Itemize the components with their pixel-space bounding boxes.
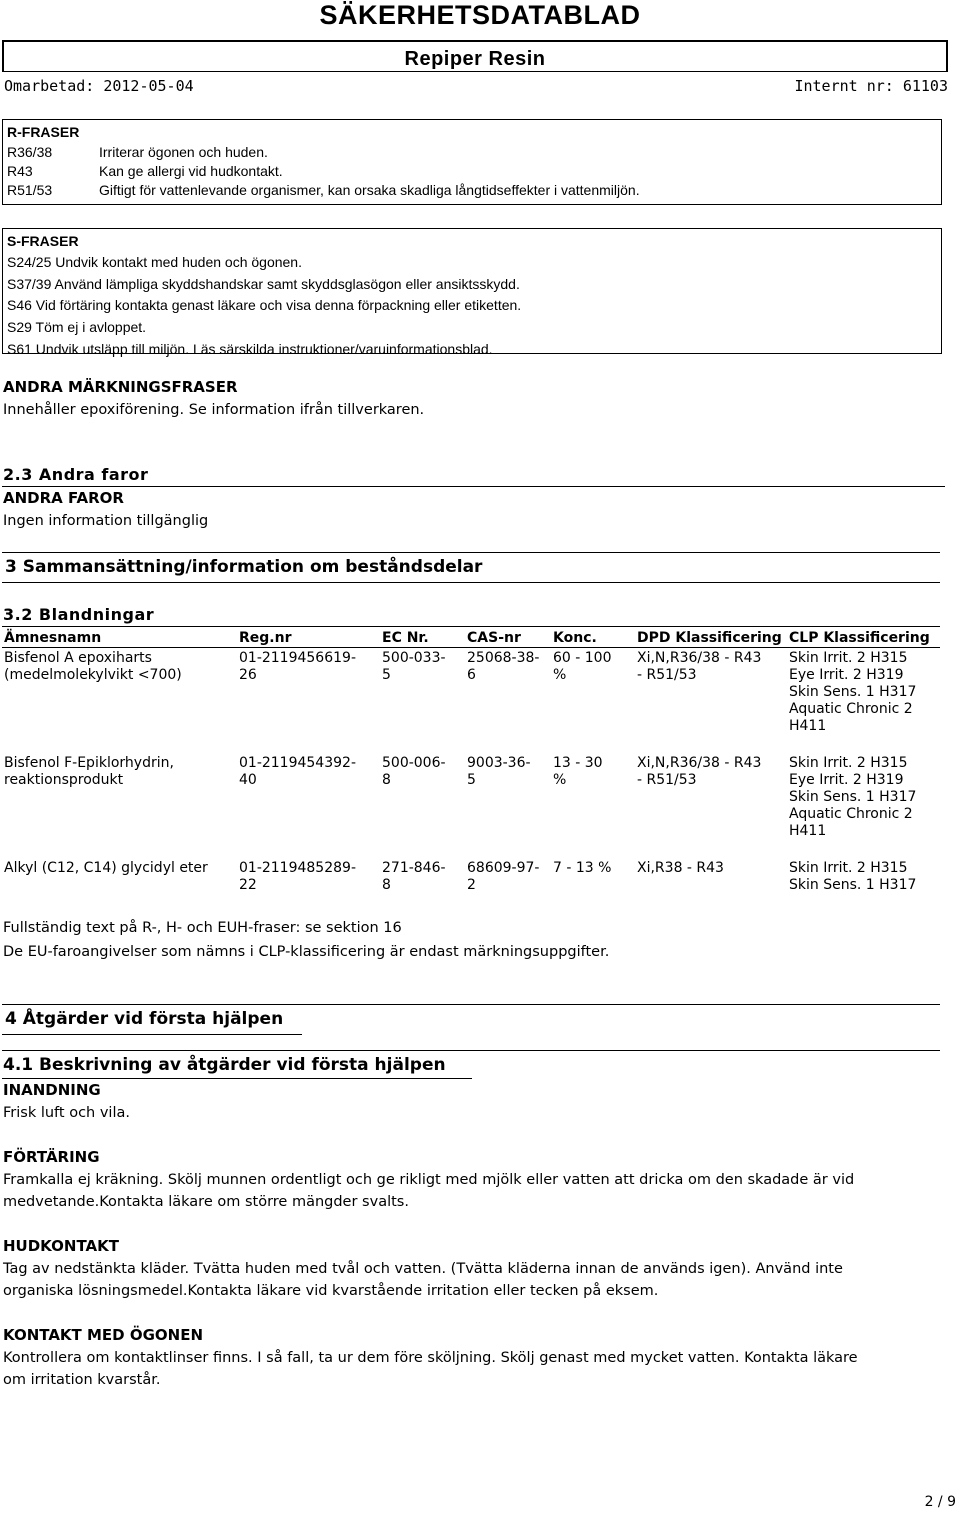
skin-contact-text: organiska lösningsmedel.Kontakta läkare vid kvarstående irritation eller tecken på eksem. (3, 1283, 659, 1299)
substance-name: Bisfenol F-Epiklorhydrin, reaktionsprodukt (4, 754, 174, 788)
column-header: CAS-nr (465, 629, 551, 648)
skin-contact-text: Tag av nedstänkta kläder. Tvätta huden med tvål och vatten. (Tvätta kläderna innan de används igen). Använd inte (3, 1261, 843, 1277)
reg-number: 01-2119456619- 26 (239, 650, 356, 683)
divider (2, 1034, 302, 1035)
section-3-2-heading: 3.2 Blandningar (3, 605, 155, 624)
dpd-classification: Xi,N,R36/38 - R43 - R51/53 (637, 754, 762, 788)
concentration: 60 - 100 % (553, 650, 612, 683)
product-name-box (2, 40, 948, 72)
reg-number: 01-2119485289- 22 (239, 859, 356, 893)
section-4-1-heading: 4.1 Beskrivning av åtgärder vid första hjälpen (3, 1055, 446, 1075)
dpd-classification: Xi,N,R36/38 - R43 - R51/53 (637, 650, 762, 683)
r-phrase-text: Irriterar ögonen och huden. (99, 144, 268, 160)
concentration: 13 - 30 % (553, 754, 603, 788)
section-4-heading: 4 Åtgärder vid första hjälpen (5, 1009, 284, 1029)
table-row (2, 648, 940, 753)
s-phrases-box (2, 228, 942, 357)
divider (2, 486, 945, 487)
other-labels-heading: ANDRA MÄRKNINGSFRASER (3, 378, 238, 396)
s-phrase-row: S29 Töm ej i avloppet. (7, 319, 147, 336)
cas-number: 25068-38- 6 (467, 650, 540, 683)
section-2-3-heading: 2.3 Andra faror (3, 465, 149, 484)
clp-classification: Skin Irrit. 2 H315 Eye Irrit. 2 H319 Skin Sens. 1 H317 Aquatic Chronic 2 H411 (789, 754, 917, 839)
table-row (2, 753, 940, 858)
table-note: Fullständig text på R-, H- och EUH-fraser: se sektion 16 (3, 920, 402, 936)
section-3-heading: 3 Sammansättning/information om beståndsdelar (5, 557, 483, 577)
clp-classification: Skin Irrit. 2 H315 Skin Sens. 1 H317 (789, 859, 917, 893)
divider (2, 1004, 940, 1005)
substance-name: Bisfenol A epoxiharts (medelmolekylvikt <700) (4, 650, 182, 683)
ec-number: 271-846- 8 (382, 859, 446, 893)
column-header: DPD Klassificering (635, 629, 787, 648)
substance-name: Alkyl (C12, C14) glycidyl eter (4, 859, 208, 876)
eye-contact-text: om irritation kvarstår. (3, 1372, 161, 1388)
r-phrase-code: R36/38 (7, 144, 53, 160)
dpd-classification: Xi,R38 - R43 (637, 859, 724, 876)
document-title: SÄKERHETSDATABLAD (319, 0, 641, 30)
divider (2, 552, 940, 553)
concentration: 7 - 13 % (553, 859, 612, 876)
column-header: Reg.nr (237, 629, 380, 648)
table-header-row (2, 629, 940, 648)
product-name: Repiper Resin (404, 48, 546, 70)
column-header: CLP Klassificering (787, 629, 940, 648)
r-phrases-box (2, 119, 942, 205)
reg-number: 01-2119454392- 40 (239, 754, 356, 788)
other-labels-text: Innehåller epoxiförening. Se information ifrån tillverkaren. (3, 402, 425, 418)
r-phrase-text: Kan ge allergi vid hudkontakt. (99, 163, 283, 179)
r-phrase-row (3, 162, 941, 181)
ingestion-heading: FÖRTÄRING (3, 1148, 100, 1166)
clp-classification: Skin Irrit. 2 H315 Eye Irrit. 2 H319 Skin Sens. 1 H317 Aquatic Chronic 2 H411 (789, 650, 917, 734)
table-row (2, 858, 940, 910)
s-phrase-row: S46 Vid förtäring kontakta genast läkare och visa denna förpackning eller etiketten. (7, 297, 522, 314)
composition-table (2, 629, 940, 910)
inhalation-text: Frisk luft och vila. (3, 1105, 130, 1121)
s-phrase-row: S37/39 Använd lämpliga skyddshandskar samt skyddsglasögon eller ansiktsskydd. (7, 275, 520, 292)
page-number: 2 / 9 (924, 1494, 956, 1510)
cas-number: 68609-97- 2 (467, 859, 540, 893)
cas-number: 9003-36- 5 (467, 754, 531, 788)
inhalation-heading: INANDNING (3, 1081, 101, 1099)
ec-number: 500-006- 8 (382, 754, 446, 788)
s-phrase-row: S61 Undvik utsläpp till miljön. Läs särskilda instruktioner/varuinformationsblad. (7, 340, 493, 357)
section-2-3-text: Ingen information tillgänglig (3, 513, 209, 529)
s-phrase-row: S24/25 Undvik kontakt med huden och ögonen. (7, 254, 302, 270)
column-header: Ämnesnamn (2, 629, 237, 648)
eye-contact-text: Kontrollera om kontaktlinser finns. I så fall, ta ur dem före sköljning. Skölj genast med mycket vatten. Kontakta läkare (3, 1350, 858, 1366)
r-phrases-heading: R-FRASER (7, 124, 80, 140)
ingestion-text: Framkalla ej kräkning. Skölj munnen ordentligt och ge rikligt med mjölk eller vatten att dricka om den skadade är vid (3, 1172, 855, 1188)
r-phrase-text: Giftigt för vattenlevande organismer, kan orsaka skadliga långtidseffekter i vattenmiljön. (99, 182, 640, 198)
column-header: Konc. (551, 629, 635, 648)
r-phrase-row (3, 181, 941, 200)
r-phrase-code: R43 (7, 163, 33, 179)
ingestion-text: medvetande.Kontakta läkare om större mängder svalts. (3, 1194, 409, 1210)
internal-number: Internt nr: 61103 (794, 77, 948, 95)
r-phrase-code: R51/53 (7, 182, 53, 198)
revision-date: Omarbetad: 2012-05-04 (4, 77, 194, 95)
skin-contact-heading: HUDKONTAKT (3, 1237, 119, 1255)
eye-contact-heading: KONTAKT MED ÖGONEN (3, 1326, 204, 1344)
divider (2, 1078, 472, 1079)
section-2-3-subheading: ANDRA FAROR (3, 489, 124, 507)
column-header: EC Nr. (380, 629, 465, 648)
divider (2, 626, 940, 627)
divider (2, 1050, 940, 1051)
r-phrase-row (3, 143, 941, 162)
s-phrases-heading: S-FRASER (7, 233, 79, 249)
table-note: De EU-faroangivelser som nämns i CLP-klassificering är endast märkningsuppgifter. (3, 944, 610, 960)
divider (2, 582, 940, 583)
ec-number: 500-033- 5 (382, 650, 446, 683)
